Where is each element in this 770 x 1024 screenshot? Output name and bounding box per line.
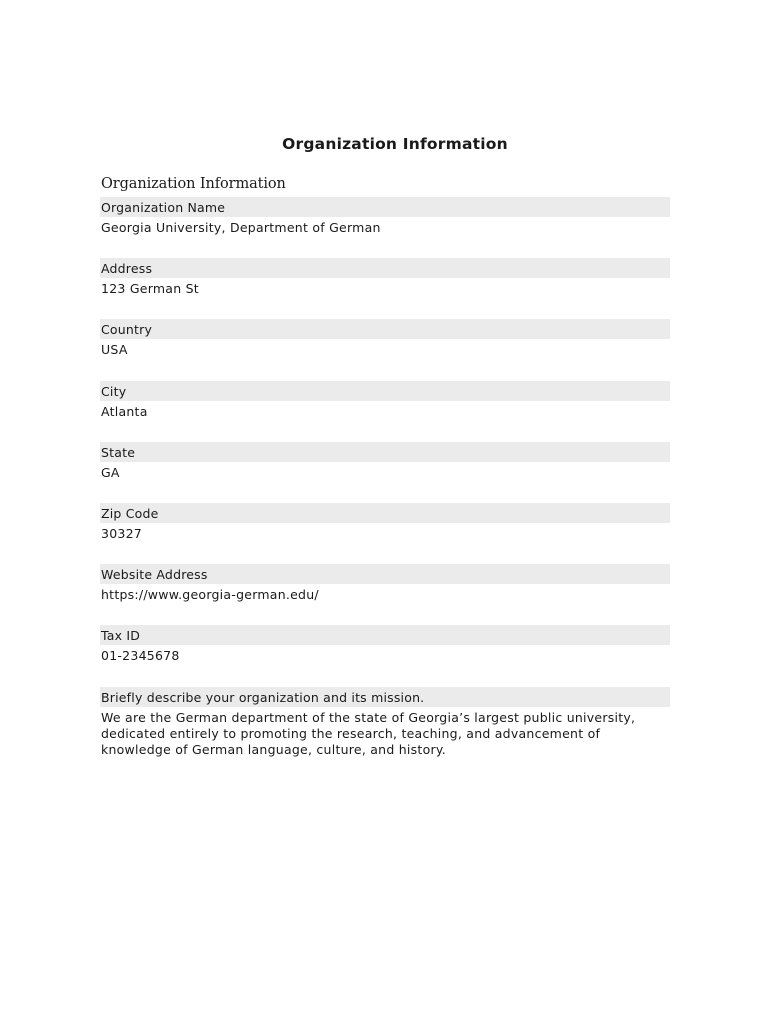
country-field (100, 319, 670, 380)
field-label: Zip Code (100, 503, 670, 523)
field-label: State (100, 442, 670, 462)
mission-field (100, 687, 670, 757)
organization-name-field (100, 197, 670, 258)
field-label: Briefly describe your organization and its mission. (100, 687, 670, 707)
state-field (100, 442, 670, 503)
field-value: USA (101, 342, 128, 358)
form-fields (100, 197, 670, 757)
field-value: 30327 (101, 525, 143, 541)
field-value: Georgia University, Department of German (101, 220, 381, 235)
field-label: Organization Name (100, 197, 670, 217)
field-label: Tax ID (100, 625, 670, 645)
field-value: Atlanta (101, 403, 148, 419)
field-label: City (100, 381, 670, 401)
city-field (100, 381, 670, 442)
website-address-field (100, 564, 670, 625)
section-heading: Organization Information (101, 176, 286, 192)
field-label: Address (100, 258, 670, 278)
field-value: 01-2345678 (101, 648, 180, 664)
field-label: Website Address (100, 564, 670, 584)
field-value: GA (101, 464, 120, 480)
address-field (100, 258, 670, 319)
field-label: Country (100, 319, 670, 339)
zip-code-field (100, 503, 670, 564)
field-value: 123 German St (101, 281, 199, 297)
page-title: Organization Information (282, 135, 508, 153)
field-value: We are the German department of the state of Georgia’s largest public university, dedicated entirely to promoting the research, teaching, and advancement of knowledge of German language, culture, and history. (101, 709, 636, 757)
field-value: https://www.georgia-german.edu/ (101, 587, 319, 603)
tax-id-field (100, 625, 670, 686)
